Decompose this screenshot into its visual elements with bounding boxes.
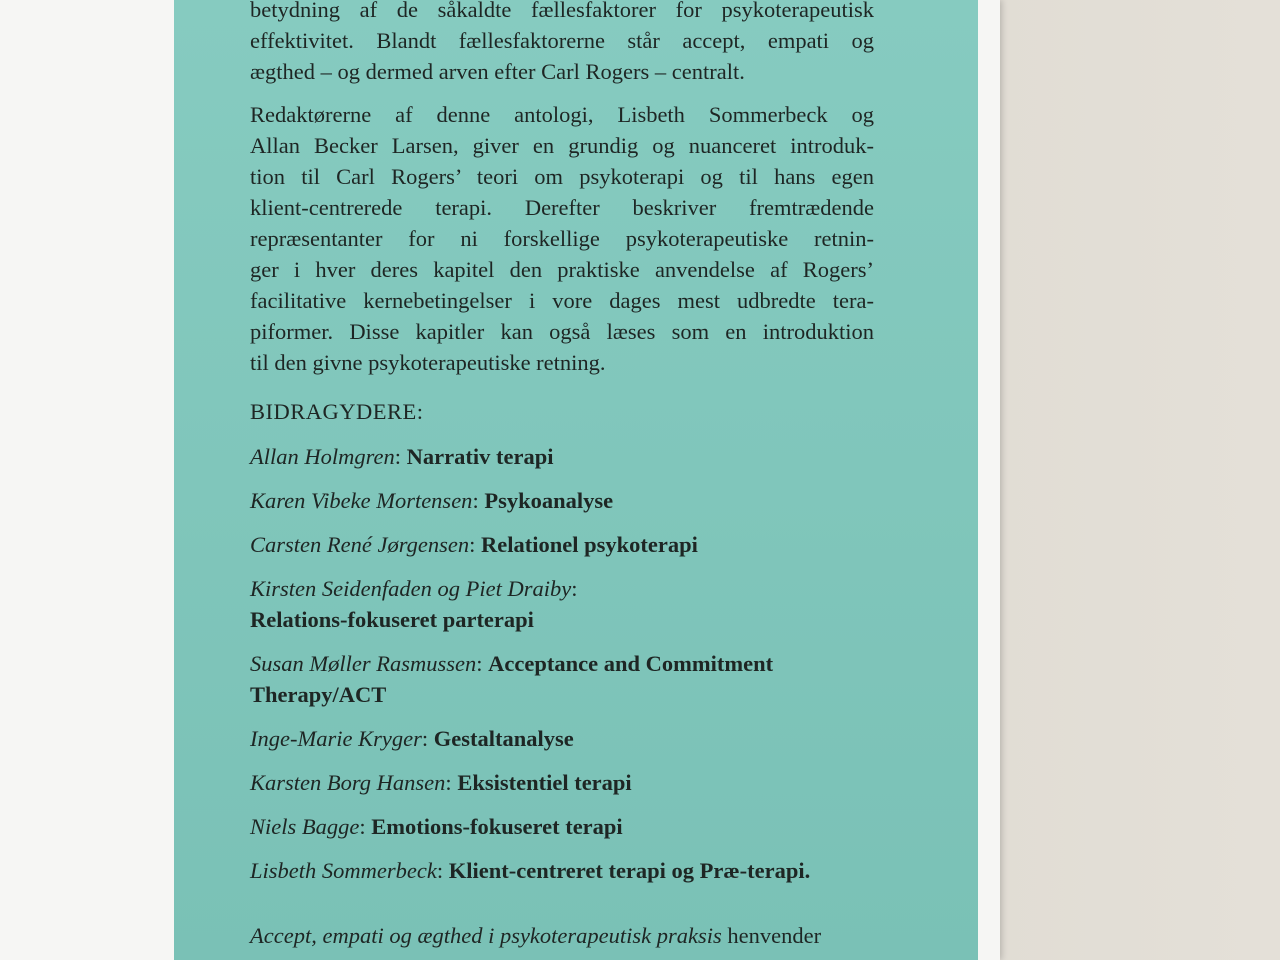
contributor-entry: Kirsten Seidenfaden og Piet Draiby: Relations-fokuseret parterapi — [250, 576, 578, 632]
contributors-heading: BIDRAGYDERE: — [250, 399, 424, 424]
text-line: til den givne psykoterapeutiske retning. — [250, 350, 606, 375]
contributor-name: Karsten Borg Hansen — [250, 770, 446, 795]
book-back-cover — [174, 0, 978, 960]
text-line: effektivitet. Blandt fællesfaktorerne står accept, empati og — [250, 28, 874, 53]
contributor-topic: Relations-fokuseret parterapi — [250, 607, 534, 632]
text-line: ægthed – og dermed arven efter Carl Rogers – centralt. — [250, 59, 745, 84]
contributor-name: Inge-Marie Kryger — [250, 726, 422, 751]
text-line: repræsentanter for ni forskellige psykoterapeutiske retnin- — [250, 226, 874, 251]
contributor-entry: Susan Møller Rasmussen: Acceptance and Commitment Therapy/ACT — [250, 651, 774, 707]
back-cover-text — [250, 0, 874, 951]
book-title-italic: Accept, empati og ægthed i psykoterapeutisk praksis — [250, 923, 722, 948]
contributor-name: Karen Vibeke Mortensen — [250, 488, 473, 513]
contributor-entry: Carsten René Jørgensen: Relationel psykoterapi — [250, 532, 698, 557]
contributor-name: Lisbeth Sommerbeck — [250, 858, 437, 883]
contributor-entry: Lisbeth Sommerbeck: Klient-centreret terapi og Præ-terapi. — [250, 858, 811, 883]
text-line: Redaktørerne af denne antologi, Lisbeth Sommerbeck og — [250, 102, 874, 127]
contributor-name: Allan Holmgren — [250, 444, 395, 469]
closing-sentence — [250, 920, 874, 951]
contributor-entry: Niels Bagge: Emotions-fokuseret terapi — [250, 814, 623, 839]
contributor-topic: Relationel psykoterapi — [481, 532, 698, 557]
contributor-entry: Karsten Borg Hansen: Eksistentiel terapi — [250, 770, 632, 795]
contributor-name: Kirsten Seidenfaden og Piet Draiby — [250, 576, 572, 601]
contributor-name: Carsten René Jørgensen — [250, 532, 470, 557]
text-line: facilitative kernebetingelser i vore dages mest udbredte tera- — [250, 288, 874, 313]
contributor-topic: Emotions-fokuseret terapi — [371, 814, 623, 839]
contributor-name: Susan Møller Rasmussen — [250, 651, 477, 676]
contributor-topic: Narrativ terapi — [406, 444, 554, 469]
text-line: ger i hver deres kapitel den praktiske anvendelse af Rogers’ — [250, 257, 874, 282]
contributor-topic: Acceptance and Commitment Therapy/ACT — [250, 651, 774, 707]
contributor-topic: Klient-centreret terapi og Præ-terapi. — [448, 858, 811, 883]
contributor-topic: Eksistentiel terapi — [457, 770, 632, 795]
contributor-entry: Inge-Marie Kryger: Gestaltanalyse — [250, 726, 574, 751]
text-line: tion til Carl Rogers’ teori om psykoterapi og til hans egen — [250, 164, 874, 189]
text-line: Allan Becker Larsen, giver en grundig og nuanceret introduk- — [250, 133, 874, 158]
contributor-topic: Gestaltanalyse — [433, 726, 574, 751]
contributor-entry: Allan Holmgren: Narrativ terapi — [250, 444, 554, 469]
contributor-topic: Psykoanalyse — [484, 488, 614, 513]
intro-paragraph — [250, 0, 874, 87]
text-line: betydning af de såkaldte fællesfaktorer for psykoterapeutisk — [250, 0, 874, 22]
closing-text: henvender — [721, 923, 822, 948]
editors-paragraph — [250, 99, 874, 378]
contributor-name: Niels Bagge — [250, 814, 360, 839]
text-line: klient-centrerede terapi. Derefter beskriver fremtrædende — [250, 195, 874, 220]
contributor-entry: Karen Vibeke Mortensen: Psykoanalyse — [250, 488, 614, 513]
text-line: piformer. Disse kapitler kan også læses som en introduktion — [250, 319, 874, 344]
